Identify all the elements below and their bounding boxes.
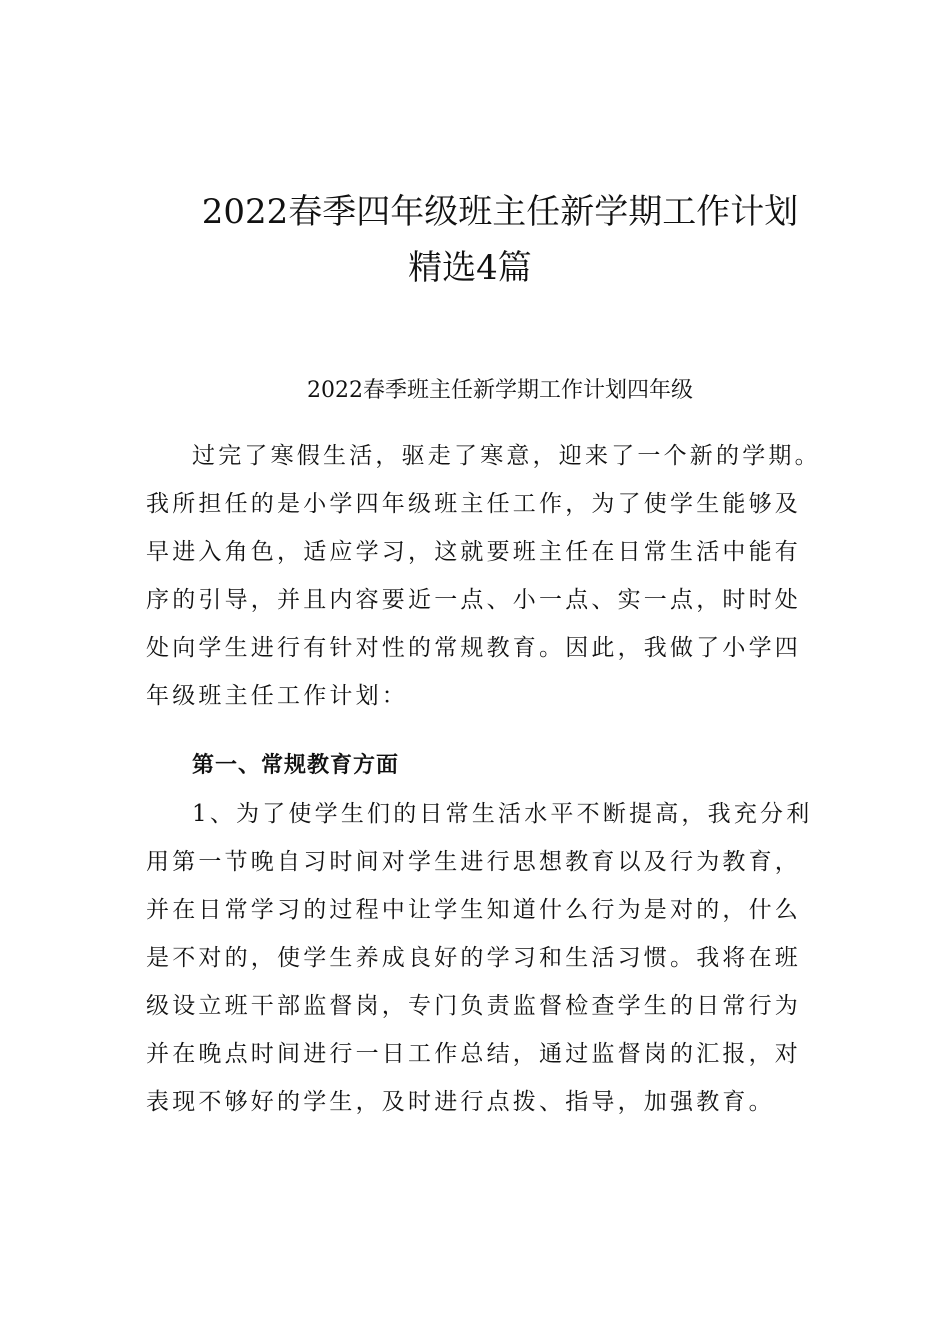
intro-line: 早进入角色，适应学习，这就要班主任在日常生活中能有: [146, 539, 801, 565]
intro-line: 我所担任的是小学四年级班主任工作，为了使学生能够及: [146, 491, 801, 517]
item-1-line: 并在晚点时间进行一日工作总结，通过监督岗的汇报，对: [146, 1041, 801, 1067]
item-1-line: 并在日常学习的过程中让学生知道什么行为是对的，什么: [146, 897, 801, 923]
item-1-line: 是不对的，使学生养成良好的学习和生活习惯。我将在班: [146, 945, 801, 971]
item-1-line: 表现不够好的学生，及时进行点拨、指导，加强教育。: [146, 1089, 775, 1115]
intro-paragraph: [146, 432, 821, 720]
item-1-paragraph: [146, 790, 813, 1126]
document-title-line-1: 2022春季四年级班主任新学期工作计划: [201, 192, 799, 232]
section-heading-routine-education: 第一、常规教育方面: [192, 752, 400, 778]
item-1-line: 级设立班干部监督岗，专门负责监督检查学生的日常行为: [146, 993, 801, 1019]
intro-line: 过完了寒假生活，驱走了寒意，迎来了一个新的学期。: [192, 443, 821, 469]
section-subtitle: 2022春季班主任新学期工作计划四年级: [307, 378, 693, 403]
item-1-line: 1、为了使学生们的日常生活水平不断提高，我充分利: [192, 801, 813, 827]
intro-line: 序的引导，并且内容要近一点、小一点、实一点，时时处: [146, 587, 801, 613]
item-1-line: 用第一节晚自习时间对学生进行思想教育以及行为教育，: [146, 849, 801, 875]
intro-line: 处向学生进行有针对性的常规教育。因此，我做了小学四: [146, 635, 801, 661]
intro-line: 年级班主任工作计划：: [146, 683, 408, 709]
document-title-line-2: 精选4篇: [408, 248, 532, 288]
